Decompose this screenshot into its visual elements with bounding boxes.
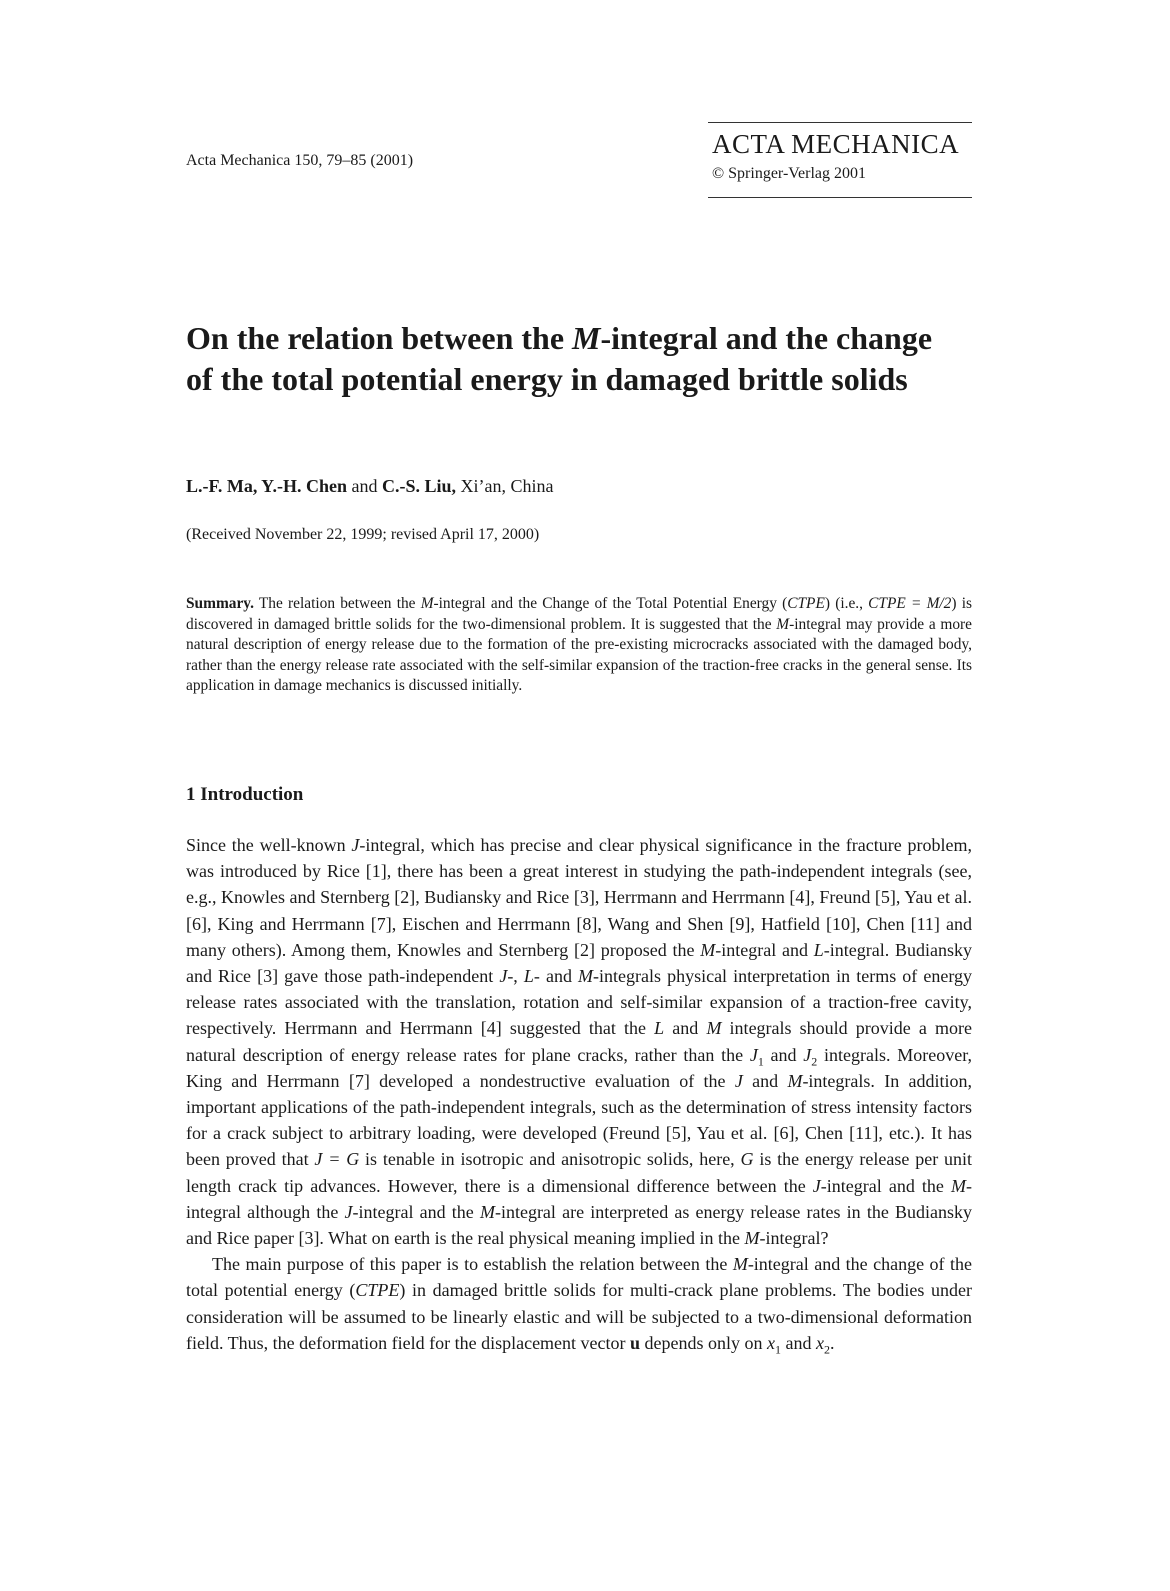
received-dates: (Received November 22, 1999; revised April 17, 2000) xyxy=(186,526,540,543)
journal-citation: Acta Mechanica 150, 79–85 (2001) xyxy=(186,152,414,169)
section-heading-introduction: 1 Introduction xyxy=(186,784,304,805)
introduction-body xyxy=(186,832,972,1356)
affiliation: Xi’an, China xyxy=(456,476,554,496)
authors-group-1: L.-F. Ma, Y.-H. Chen xyxy=(186,476,348,496)
copyright-notice: © Springer-Verlag 2001 xyxy=(712,165,867,182)
journal-masthead xyxy=(708,122,972,198)
masthead-top-rule xyxy=(708,122,972,123)
paragraph-1: Since the well-known J-integral, which has precise and clear physical significance in the fracture problem, was introduced by Rice [1], there has been a great interest in studying the path-independent integrals (see, e.g., Knowles and Sternberg [2], Budiansky and Rice [3], Herrmann and Herrmann [4], Freund [5], Yau et al. [6], King and Herrmann [7], Eischen and Herrmann [8], Wang and Shen [9], Hatfield [10], Chen [11] and many others). Among them, Knowles and Sternberg [2] proposed the M-integral and L-integral. Budiansky and Rice [3] gave those path-independent J-, L- and M-integrals physical interpretation in terms of energy release rates associated with the translation, rotation and self-similar expansion of a traction-free cavity, respectively. Herrmann and Herrmann [4] suggested that the L and M integrals should provide a more natural description of energy release rates for plane cracks, rather than the $J_1$ and $J_2$ integrals. Moreover, King and Herrmann [7] developed a nondestructive evaluation of the J and M-integrals. In addition, important applications of the path-independent integrals, such as the determination of stress intensity factors for a crack subject to arbitrary loading, were developed (Freund [5], Yau et al. [6], Chen [11], etc.). It has been proved that J = G is tenable in isotropic and anisotropic solids, here, G is the energy release per unit length crack tip advances. However, there is a dimensional difference between the J-integral and the M-integral although the J-integral and the M-integral are interpreted as energy release rates in the Budiansky and Rice paper [3]. What on earth is the real physical meaning implied in the M-integral? xyxy=(186,835,973,1249)
abstract-label: Summary. xyxy=(186,595,254,612)
authors-group-2: C.-S. Liu, xyxy=(382,476,457,496)
paragraph-2: The main purpose of this paper is to establish the relation between the M-integral and the change of the total potential energy (CTPE) in damaged brittle solids for multi-crack plane problems. The bodies under consideration will be assumed to be linearly elastic and will be subjected to a two-dimensional deformation field. Thus, the deformation field for the displacement vector u depends only on $x_1$ and $x_2$. xyxy=(186,1254,973,1357)
author-line: L.-F. Ma, Y.-H. Chen and C.-S. Liu, Xi’an, China xyxy=(186,476,554,496)
paper-title: On the relation between the M-integral and the change of the total potential energy in damaged brittle solids xyxy=(186,320,933,397)
masthead-bottom-rule xyxy=(708,197,972,198)
abstract: Summary. The relation between the M-integral and the Change of the Total Potential Energy (CTPE) (i.e., CTPE = M/2) is discovered in damaged brittle solids for the two-dimensional problem. It is suggested that the M-integral may provide a more natural description of energy release due to the formation of the pre-existing microcracks associated with the damaged body, rather than the energy release rate associated with the self-similar expansion of the traction-free cracks in the general sense. Its application in damage mechanics is discussed initially. xyxy=(186,595,972,695)
journal-name: ACTA MECHANICA xyxy=(712,129,960,159)
